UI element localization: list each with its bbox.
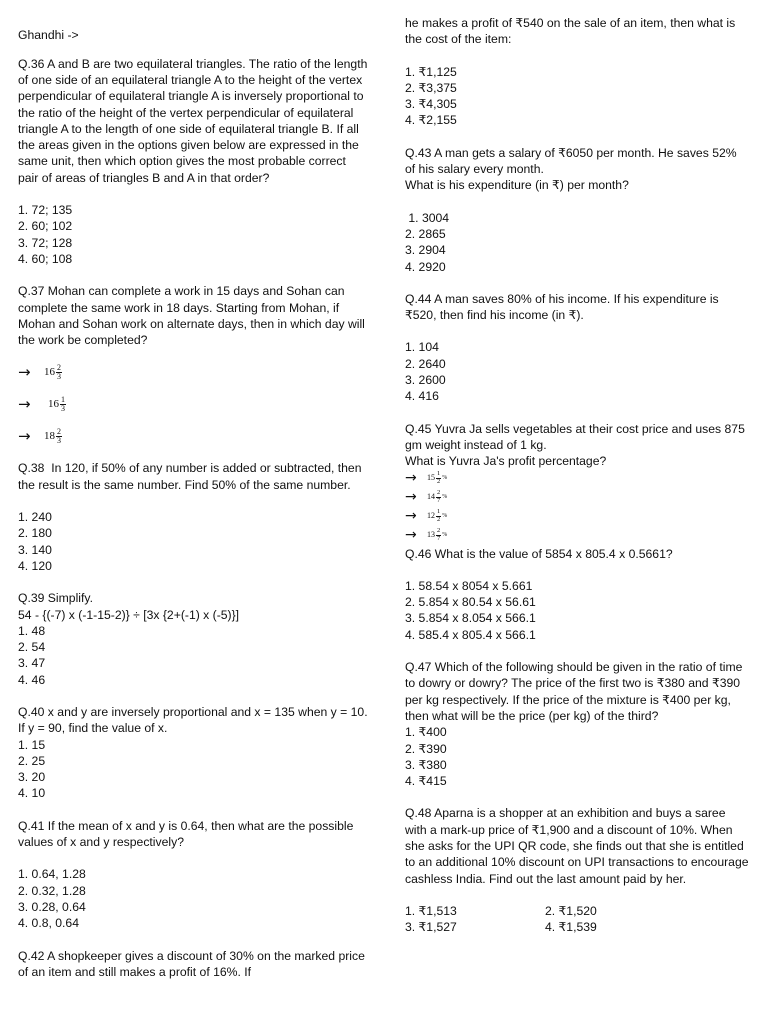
question-text: Q.36 A and B are two equilateral triangles. The ratio of the length of one side of an equilateral triangle A to the height of the vertex perpendicular of equilateral triangle A is inversely proportional to the ratio of the height of the vertex perpendicular of equilateral triangle A to the length of one side of equilateral triangle B. If all the areas given in the options given below are expressed in the same unit, then which option gives the most probable correct pair of areas of triangles B and A in that order? [18, 56, 371, 185]
fraction-option-2: → 14 $\frac{2}{7}$ % [405, 488, 448, 505]
arrow-icon: → [405, 507, 417, 524]
option-3: 3. 2600 [405, 373, 446, 388]
question-42-continued [405, 15, 750, 129]
question-text: Q.38 In 120, if 50% of any number is added or subtracted, then the result is the same number. Find 50% of the same number. [18, 461, 365, 492]
arrow-icon: → [18, 395, 31, 414]
fraction-option-1: → 16 $\frac{2}{3}$ [18, 362, 61, 382]
page-header: Ghandhi -> [18, 28, 79, 43]
option-3: 3. 2904 [405, 243, 446, 258]
fraction-option-4: → 13 $\frac{2}{7}$ % [405, 526, 448, 543]
options-grid [405, 903, 750, 936]
question-text-2: What is his expenditure (in ₹) per month? [405, 178, 629, 193]
option-3: 3. 20 [18, 770, 46, 785]
question-41 [18, 818, 368, 932]
option-3: 3. 72; 128 [18, 235, 73, 250]
option-4: 4. ₹2,155 [405, 113, 457, 128]
option-2: 2. 54 [18, 640, 46, 655]
fraction-option-1: → 15 $\frac{1}{2}$ % [405, 469, 448, 486]
arrow-icon: → [18, 427, 31, 446]
fraction-option-2: → 16 $\frac{1}{3}$ [18, 394, 65, 414]
question-47 [405, 659, 750, 789]
fraction-option-3: → 12 $\frac{1}{2}$ % [405, 507, 448, 524]
option-1: 1. 15 [18, 737, 46, 752]
expression: 54 - {(-7) x (-1-15-2)} ÷ [3x {2+(-1) x (-5)}] [18, 607, 240, 622]
arrow-icon: → [405, 526, 417, 543]
question-text: he makes a profit of ₹540 on the sale of an item, then what is the cost of the item: [405, 16, 739, 47]
option-2: 2. 60; 102 [18, 219, 73, 234]
right-column [405, 15, 750, 935]
question-text: Q.45 Yuvra Ja sells vegetables at their cost price and uses 875 gm weight instead of 1 kg. [405, 421, 749, 452]
arrow-icon: → [405, 469, 417, 486]
option-1: 1. ₹400 [405, 725, 447, 740]
question-text: Q.39 Simplify. [18, 591, 93, 606]
option-1: 1. 240 [18, 510, 52, 525]
option-3: 3. 47 [18, 656, 46, 671]
question-38 [18, 460, 368, 574]
option-2: 2. 2640 [405, 356, 446, 371]
option-2: 2. ₹1,520 [545, 903, 597, 918]
question-48 [405, 805, 750, 935]
question-text: Q.37 Mohan can complete a work in 15 days and Sohan can complete the same work in 18 days. Starting from Mohan, if Mohan and Sohan work on alternate days, then in which day will the work be completed? [18, 284, 369, 348]
option-3: 3. ₹380 [405, 757, 447, 772]
question-text: Q.41 If the mean of x and y is 0.64, then what are the possible values of x and y respectively? [18, 818, 357, 850]
option-4: 4. ₹415 [405, 774, 447, 789]
question-text: Q.40 x and y are inversely proportional and x = 135 when y = 10. If y = 90, find the value of x. [18, 704, 371, 736]
left-column [18, 15, 371, 980]
option-3: 3. 5.854 x 8.054 x 566.1 [405, 611, 536, 626]
option-4: 4. 46 [18, 672, 46, 687]
option-1: 1. 3004 [405, 210, 450, 225]
option-2: 2. 25 [18, 753, 46, 768]
option-4: 4. 0.8, 0.64 [18, 916, 79, 931]
option-1: 1. 104 [405, 340, 439, 355]
question-36 [18, 56, 371, 268]
question-43 [405, 145, 750, 275]
option-2: 2. ₹390 [405, 741, 447, 756]
question-40 [18, 704, 371, 802]
option-3: 3. ₹4,305 [405, 97, 457, 112]
option-2: 2. 2865 [405, 226, 446, 241]
fraction-option-3: → 18 $\frac{2}{3}$ [18, 426, 61, 446]
question-39 [18, 590, 368, 688]
option-4: 4. 60; 108 [18, 251, 73, 266]
question-37 [18, 283, 368, 444]
option-1: 1. 58.54 x 8054 x 5.661 [405, 578, 533, 593]
question-text: Q.42 A shopkeeper gives a discount of 30% on the marked price of an item and still makes a profit of 16%. If [18, 948, 369, 979]
option-4: 4. 2920 [405, 259, 446, 274]
question-text: Q.44 A man saves 80% of his income. If his expenditure is ₹520, then find his income (in ₹). [405, 291, 723, 323]
option-1: 1. ₹1,125 [405, 64, 457, 79]
question-42 [18, 948, 368, 981]
option-2: 2. 5.854 x 80.54 x 56.61 [405, 595, 536, 610]
option-1: 1. 72; 135 [18, 203, 73, 218]
question-44 [405, 291, 750, 405]
arrow-icon: → [405, 488, 417, 505]
option-4: 4. ₹1,539 [545, 920, 597, 935]
question-text: Q.43 A man gets a salary of ₹6050 per month. He saves 52% of his salary every month. [405, 145, 740, 177]
option-1: 1. 0.64, 1.28 [18, 867, 86, 882]
option-4: 4. 585.4 x 805.4 x 566.1 [405, 627, 536, 642]
option-1: 1. ₹1,513 [405, 903, 457, 918]
option-4: 4. 416 [405, 389, 439, 404]
option-3: 3. 0.28, 0.64 [18, 899, 86, 914]
question-text: Q.48 Aparna is a shopper at an exhibition and buys a saree with a mark-up price of ₹1,900 and a discount of 10%. When she asks for the UPI QR code, she finds out that she is entitled to an additional 10% discount on UPI transactions to encourage cashless India. Find out the last amount paid by her. [405, 806, 752, 886]
option-2: 2. ₹3,375 [405, 80, 457, 95]
question-46 [405, 546, 750, 643]
option-4: 4. 10 [18, 786, 46, 801]
question-45 [405, 421, 750, 544]
question-text: Q.47 Which of the following should be given in the ratio of time to dowry or dowry? The price of the first two is ₹380 and ₹390 per kg respectively. If the price of the mixture is ₹400 per kg, then what will be the price (per kg) of the third? [405, 660, 746, 723]
option-4: 4. 120 [18, 558, 52, 573]
option-3: 3. 140 [18, 542, 52, 557]
arrow-icon: → [18, 363, 31, 382]
question-text: Q.46 What is the value of 5854 x 805.4 x 0.5661? [405, 546, 673, 561]
option-2: 2. 180 [18, 526, 52, 541]
option-2: 2. 0.32, 1.28 [18, 883, 86, 898]
question-text-2: What is Yuvra Ja's profit percentage? [405, 454, 607, 469]
option-3: 3. ₹1,527 [405, 920, 457, 935]
option-1: 1. 48 [18, 623, 46, 638]
